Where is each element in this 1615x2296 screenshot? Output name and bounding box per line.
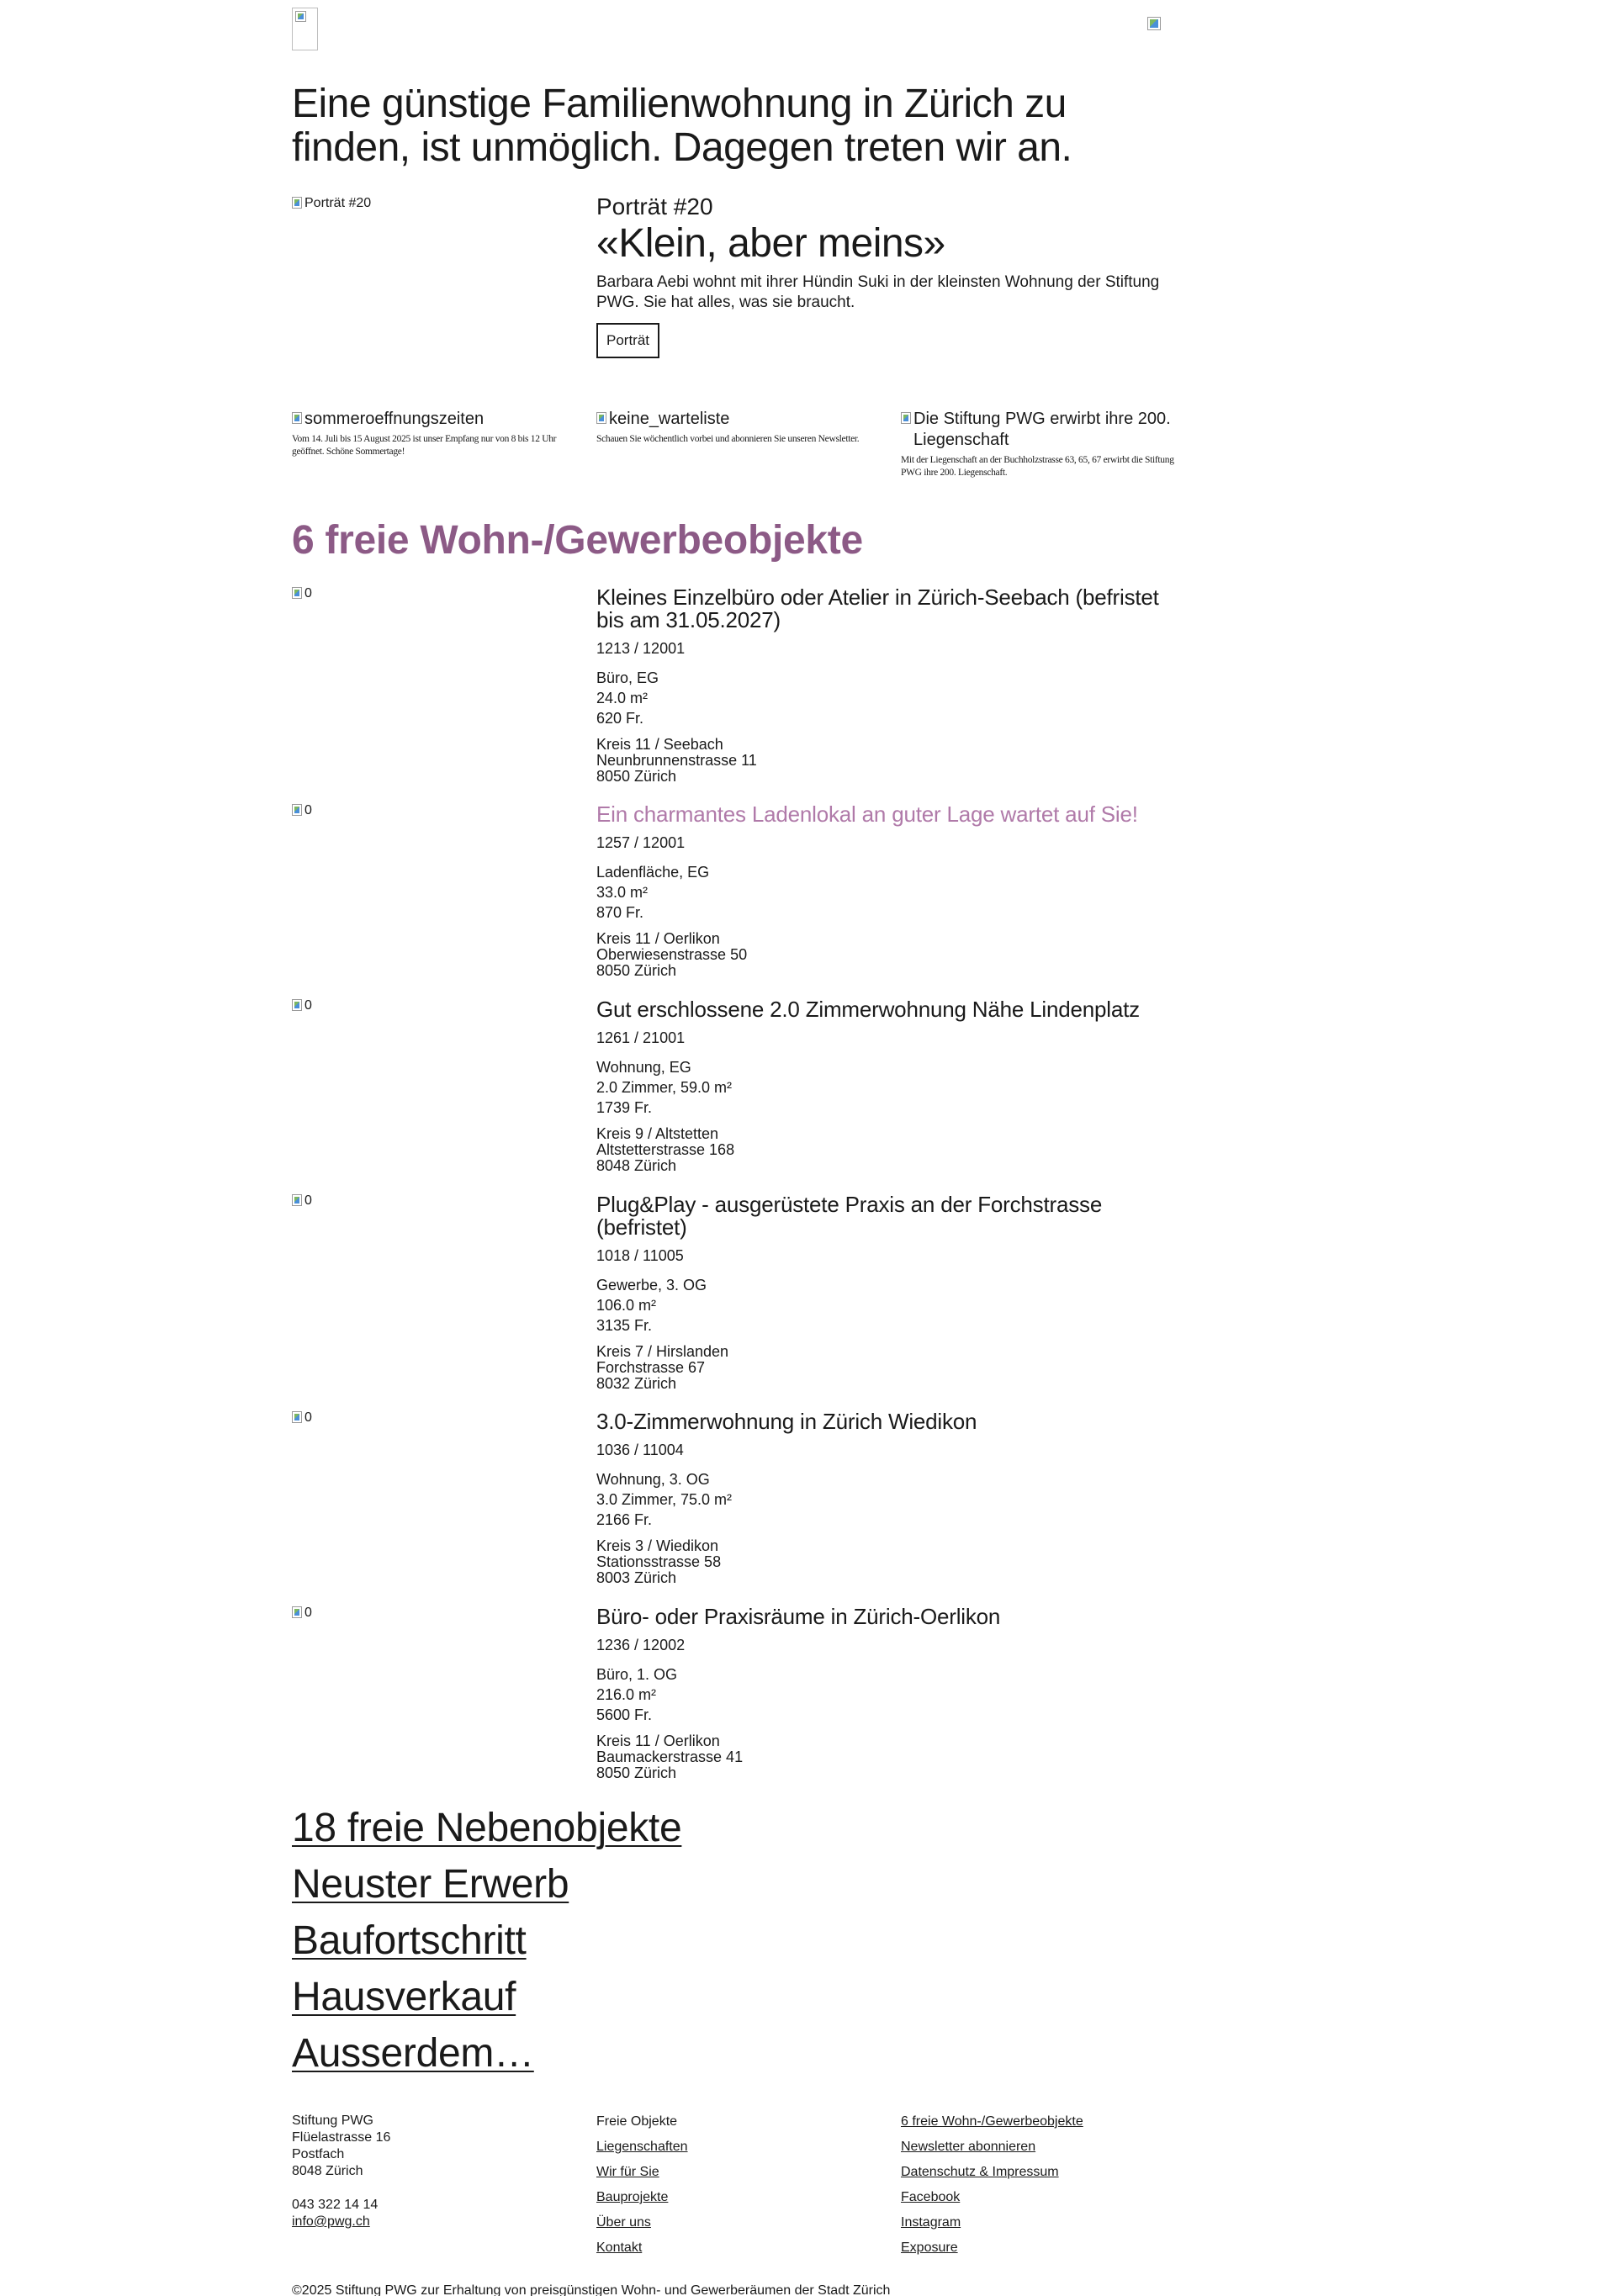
listing-image[interactable] — [292, 1193, 312, 1209]
listing-price: 5600 Fr. — [596, 1706, 653, 1723]
portrait-button[interactable]: Porträt — [596, 323, 659, 358]
listing-image-alt: 0 — [304, 803, 312, 817]
footer-nav-bauprojekte[interactable]: Bauprojekte — [596, 2190, 669, 2204]
broken-image-icon — [292, 999, 302, 1011]
footer-nav-wir-fuer-sie[interactable]: Wir für Sie — [596, 2165, 659, 2179]
footer-street: Flüelastrasse 16 — [292, 2130, 391, 2145]
teaser-image-alt: Die Stiftung PWG erwirbt ihre 200. Liegenschaft — [913, 410, 1171, 449]
listing-image-alt: 0 — [304, 1410, 312, 1425]
broken-image-icon — [292, 1411, 302, 1423]
footer-link-privacy[interactable]: Datenschutz & Impressum — [901, 2165, 1059, 2179]
listing-city: 8050 Zürich — [596, 962, 677, 979]
footer-nav-ueber-uns[interactable]: Über uns — [596, 2215, 651, 2230]
listing-ref: 1213 / 12001 — [596, 640, 686, 657]
portrait-title[interactable]: «Klein, aber meins» — [596, 221, 945, 266]
broken-image-icon — [901, 412, 911, 424]
broken-image-icon — [292, 412, 302, 424]
footer-nav-kontakt[interactable]: Kontakt — [596, 2240, 643, 2255]
listing-ref: 1261 / 21001 — [596, 1029, 686, 1046]
footer-link-newsletter[interactable]: Newsletter abonnieren — [901, 2140, 1036, 2154]
listing-city: 8032 Zürich — [596, 1375, 677, 1392]
listing-city: 8048 Zürich — [596, 1157, 677, 1174]
link-neuster-erwerb[interactable]: Neuster Erwerb — [292, 1862, 569, 1907]
listing-image-alt: 0 — [304, 1193, 312, 1208]
teaser-text: Mit der Liegenschaft an der Buchholzstrasse 63, 65, 67 erwirbt die Stiftung PWG ihre 200. Liegenschaft. — [901, 455, 1174, 478]
listing-size: 3.0 Zimmer, 75.0 m² — [596, 1491, 733, 1508]
listing-image[interactable] — [292, 803, 312, 818]
listing-city: 8050 Zürich — [596, 1764, 677, 1781]
teaser-image[interactable] — [292, 409, 578, 430]
portrait-image[interactable] — [292, 196, 371, 211]
portrait-text: Barbara Aebi wohnt mit ihrer Hündin Suki in der kleinsten Wohnung der Stiftung PWG. Sie hat alles, was sie braucht. — [596, 273, 1160, 311]
listing-image-alt: 0 — [304, 1606, 312, 1620]
portrait-kicker: Porträt #20 — [596, 193, 713, 220]
listing-title[interactable]: Plug&Play - ausgerüstete Praxis an der Forchstrasse (befristet) — [596, 1192, 1103, 1240]
listing-title[interactable]: Gut erschlossene 2.0 Zimmerwohnung Nähe Lindenplatz — [596, 997, 1140, 1022]
footer-pobox: Postfach — [292, 2147, 345, 2161]
footer-copyright: ©2025 Stiftung PWG zur Erhaltung von preisgünstigen Wohn- und Gewerberäumen der Stadt Zürich — [292, 2283, 891, 2296]
footer-link-instagram[interactable]: Instagram — [901, 2215, 961, 2230]
listing-type: Wohnung, EG — [596, 1059, 691, 1076]
broken-image-icon — [292, 804, 302, 816]
listings-section-title: 6 freie Wohn-/Gewerbeobjekte — [292, 518, 863, 563]
listing-image[interactable] — [292, 1410, 312, 1426]
listing-city: 8050 Zürich — [596, 768, 677, 785]
broken-image-icon — [292, 587, 302, 599]
footer-org: Stiftung PWG — [292, 2113, 373, 2128]
hero-title: Eine günstige Familienwohnung in Zürich zu finden, ist unmöglich. Dagegen treten wir an. — [292, 82, 1072, 170]
broken-image-icon — [292, 197, 302, 209]
footer-nav-heading[interactable]: Freie Objekte — [596, 2114, 678, 2129]
teaser-card[interactable] — [596, 409, 882, 446]
listing-price: 1739 Fr. — [596, 1099, 653, 1116]
listing-image[interactable] — [292, 586, 312, 601]
listing-title[interactable]: 3.0-Zimmerwohnung in Zürich Wiedikon — [596, 1409, 977, 1434]
listing-district: Kreis 9 / Altstetten — [596, 1125, 719, 1142]
listing-type: Wohnung, 3. OG — [596, 1471, 710, 1488]
footer-link-facebook[interactable]: Facebook — [901, 2190, 961, 2204]
listing-street: Oberwiesenstrasse 50 — [596, 946, 748, 963]
teaser-image-alt: sommeroeffnungszeiten — [304, 410, 484, 428]
listing-district: Kreis 11 / Oerlikon — [596, 930, 720, 947]
footer-address — [292, 2113, 390, 2230]
listing-street: Stationsstrasse 58 — [596, 1553, 722, 1570]
teaser-text: Schauen Sie wöchentlich vorbei und abonnieren Sie unseren Newsletter. — [596, 434, 860, 444]
listing-ref: 1236 / 12002 — [596, 1637, 686, 1653]
listing-title[interactable]: Ein charmantes Ladenlokal an guter Lage wartet auf Sie! — [596, 801, 1138, 827]
listing-ref: 1018 / 11005 — [596, 1247, 684, 1264]
teaser-image-alt: keine_warteliste — [609, 410, 730, 428]
listing-title[interactable]: Kleines Einzelbüro oder Atelier in Zürich-Seebach (befristet bis am 31.05.2027) — [596, 585, 1159, 632]
teaser-image[interactable] — [901, 409, 1187, 451]
listing-image-alt: 0 — [304, 586, 312, 600]
listing-street: Forchstrasse 67 — [596, 1359, 706, 1376]
teaser-image[interactable] — [596, 409, 882, 430]
section-links — [292, 1800, 681, 2082]
footer-email-link[interactable]: info@pwg.ch — [292, 2214, 370, 2229]
broken-image-icon — [596, 412, 606, 424]
footer-city: 8048 Zürich — [292, 2164, 363, 2178]
site-logo[interactable] — [292, 8, 318, 50]
listing-image-alt: 0 — [304, 998, 312, 1013]
listing-price: 2166 Fr. — [596, 1511, 653, 1528]
listing-size: 24.0 m² — [596, 690, 649, 706]
listing-image[interactable] — [292, 998, 312, 1013]
listing-street: Altstetterstrasse 168 — [596, 1141, 735, 1158]
listing-ref: 1036 / 11004 — [596, 1442, 684, 1458]
teaser-card[interactable] — [292, 409, 578, 458]
footer-nav-liegenschaften[interactable]: Liegenschaften — [596, 2140, 688, 2154]
footer-phone: 043 322 14 14 — [292, 2198, 379, 2212]
listing-street: Neunbrunnenstrasse 11 — [596, 752, 757, 769]
listing-city: 8003 Zürich — [596, 1569, 677, 1586]
listing-type: Büro, EG — [596, 669, 659, 686]
listing-district: Kreis 3 / Wiedikon — [596, 1537, 719, 1554]
broken-image-icon — [295, 11, 306, 22]
listing-price: 620 Fr. — [596, 710, 644, 727]
footer-link-objects[interactable]: 6 freie Wohn-/Gewerbeobjekte — [901, 2114, 1083, 2129]
broken-image-icon — [292, 1606, 302, 1618]
listing-price: 870 Fr. — [596, 904, 644, 921]
listing-price: 3135 Fr. — [596, 1317, 653, 1334]
footer-nav — [596, 2109, 688, 2261]
link-ausserdem[interactable]: Ausserdem… — [292, 2031, 534, 2076]
link-baufortschritt[interactable]: Baufortschritt — [292, 1918, 527, 1963]
listing-title[interactable]: Büro- oder Praxisräume in Zürich-Oerlikon — [596, 1604, 1001, 1629]
link-nebenobjekte[interactable]: 18 freie Nebenobjekte — [292, 1806, 682, 1850]
listing-size: 216.0 m² — [596, 1686, 657, 1703]
listing-image[interactable] — [292, 1606, 312, 1621]
listing-size: 33.0 m² — [596, 884, 649, 901]
teaser-card[interactable] — [901, 409, 1187, 479]
listing-type: Ladenfläche, EG — [596, 864, 710, 881]
listing-district: Kreis 11 / Oerlikon — [596, 1733, 720, 1749]
menu-icon[interactable] — [1147, 17, 1161, 30]
link-hausverkauf[interactable]: Hausverkauf — [292, 1975, 516, 2019]
listing-size: 2.0 Zimmer, 59.0 m² — [596, 1079, 733, 1096]
broken-image-icon — [292, 1194, 302, 1206]
footer-link-exposure[interactable]: Exposure — [901, 2240, 958, 2255]
footer-links — [901, 2109, 1083, 2261]
listing-district: Kreis 11 / Seebach — [596, 736, 723, 753]
listing-type: Büro, 1. OG — [596, 1666, 678, 1683]
listing-street: Baumackerstrasse 41 — [596, 1748, 744, 1765]
listing-district: Kreis 7 / Hirslanden — [596, 1343, 729, 1360]
listing-ref: 1257 / 12001 — [596, 834, 686, 851]
portrait-image-alt: Porträt #20 — [304, 196, 372, 210]
teaser-text: Vom 14. Juli bis 15 August 2025 ist unser Empfang nur von 8 bis 12 Uhr geöffnet. Schöne Sommertage! — [292, 434, 557, 457]
listing-size: 106.0 m² — [596, 1297, 657, 1314]
listing-type: Gewerbe, 3. OG — [596, 1277, 707, 1293]
